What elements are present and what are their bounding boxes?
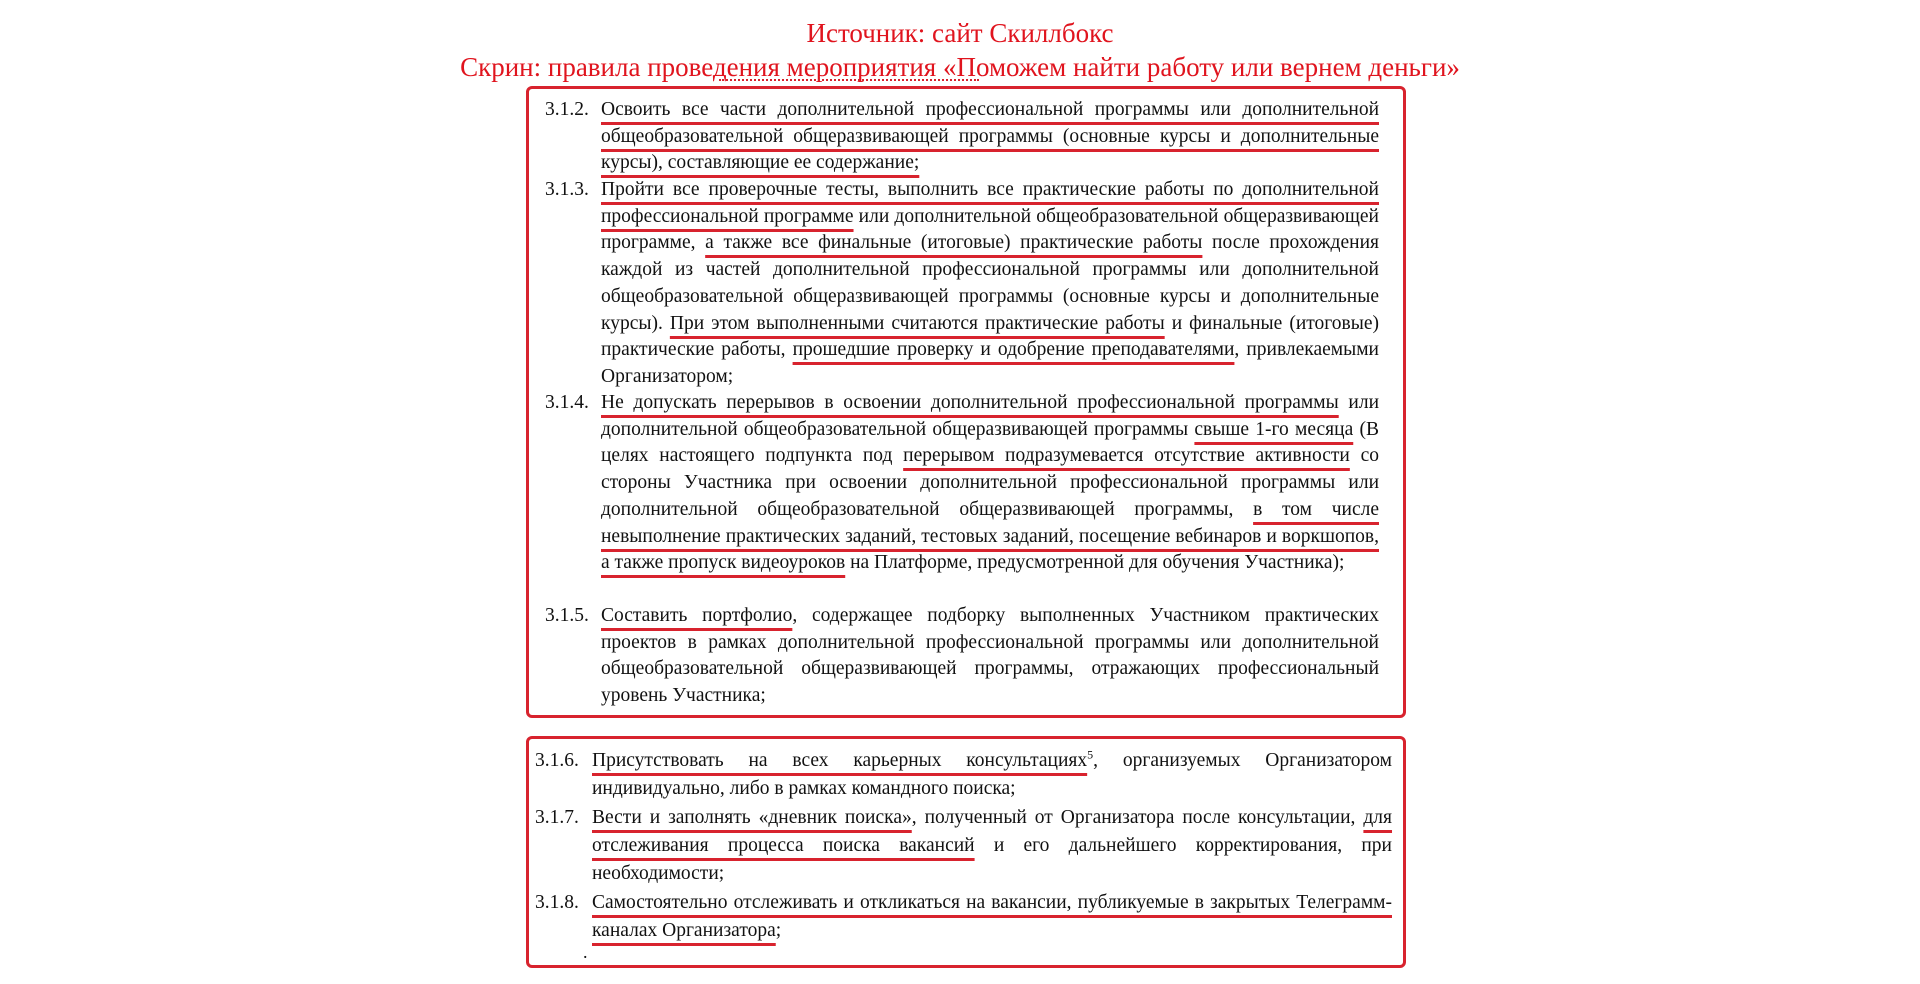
text-segment: , привлекаемыми Организатором; [601, 339, 1379, 387]
highlighted-phrase: Освоить все части дополнительной профессиональной программы или дополнительной общеобразовательной общеразвивающей программы (основные курсы и дополнительные курсы), составляющие ее содержание; [601, 99, 1379, 174]
text-segment: , полученный от Организатора после консультации, [911, 807, 1364, 828]
highlighted-phrase: Составить портфолио [601, 605, 793, 626]
highlighted-phrase: При этом выполненными считаются практические работы [669, 312, 1165, 334]
clause-number: 3.1.7. [535, 807, 579, 828]
clause-text [601, 603, 1379, 710]
highlighted-phrase: свыше 1-го месяца [1194, 418, 1354, 440]
clause-text [601, 177, 1379, 391]
highlighted-phrase: Не допускать перерывов в освоении дополнительной профессиональной программы [601, 392, 1339, 413]
text-segment: , организуемых Организатором индивидуально, либо в рамках командного поиска; [592, 750, 1392, 799]
highlighted-phrase: Присутствовать на всех карьерных консультациях [592, 750, 1088, 771]
text-segment: после прохождения каждой из частей дополнительной профессиональной программы или дополнительной общеобразовательной общеразвивающей программы (основные курсы и дополнительные курсы). [601, 232, 1379, 334]
text-segment: и его дальнейшего корректирования, при необходимости; [592, 835, 1392, 884]
clause-text [601, 390, 1379, 577]
rules-excerpt-box-1 [526, 86, 1406, 718]
highlighted-phrase: а также все финальные (итоговые) практические работы [705, 232, 1203, 254]
highlighted-phrase: Самостоятельно отслеживать и откликаться на вакансии, публикуемые в закрытых Телеграмм-каналах Организатора [592, 892, 1392, 941]
source-caption [0, 16, 1920, 84]
clause-text [601, 97, 1379, 177]
clause-number: 3.1.8. [535, 892, 579, 913]
source-line: Источник: сайт Скиллбокс [806, 18, 1114, 48]
clause-text [592, 804, 1392, 888]
text-segment: на Платформе, предусмотренной для обучения Участника); [845, 552, 1345, 574]
clause-text [592, 889, 1392, 945]
text-segment: или дополнительной общеобразовательной общеразвивающей программе, [601, 205, 1379, 254]
text-segment: или дополнительной общеобразовательной общеразвивающей программы [601, 392, 1380, 440]
text-segment: со стороны Участника при освоении дополнительной профессиональной программы или дополнительной общеобразовательной общеразвивающей программы, [601, 445, 1379, 520]
stray-dot: . [583, 942, 588, 962]
clause-number: 3.1.5. [545, 605, 589, 626]
clause-text [592, 747, 1392, 803]
screenshot-description-line: Скрин: правила проведения мероприятия «Поможем найти работу или вернем деньги» [460, 52, 1460, 82]
clause-number: 3.1.2. [545, 99, 589, 120]
text-segment: и финальные (итоговые) практические работы, [601, 312, 1380, 361]
rules-excerpt-box-2 [526, 736, 1406, 968]
text-segment: , содержащее подборку выполненных Участником практических проектов в рамках дополнительной профессиональной программы или дополнительной общеобразовательной общеразвивающей программы, отражающих профессиональный уровень Участника; [601, 605, 1379, 707]
text-segment: (В целях настоящего подпункта под [601, 418, 1379, 467]
clause-number: 3.1.6. [535, 750, 579, 771]
cropped-text-remnant [719, 79, 979, 89]
clause-number: 3.1.4. [545, 392, 589, 413]
footnote-marker: 5 [1087, 747, 1094, 762]
text-segment: ; [775, 920, 782, 941]
highlighted-phrase: перерывом подразумевается отсутствие активности [903, 445, 1350, 467]
highlighted-phrase: Вести и заполнять «дневник поиска» [592, 807, 912, 828]
highlighted-phrase: прошедшие проверку и одобрение преподавателями [792, 339, 1235, 361]
clause-number: 3.1.3. [545, 179, 589, 200]
highlighted-phrase: для отслеживания процесса поиска вакансий [592, 807, 1393, 856]
highlighted-phrase: в том числе невыполнение практических заданий, тестовых заданий, посещение вебинаров и воркшопов, а также пропуск видеоуроков [601, 498, 1379, 574]
highlighted-phrase: Пройти все проверочные тесты, выполнить все практические работы по дополнительной профессиональной программе [601, 179, 1379, 227]
